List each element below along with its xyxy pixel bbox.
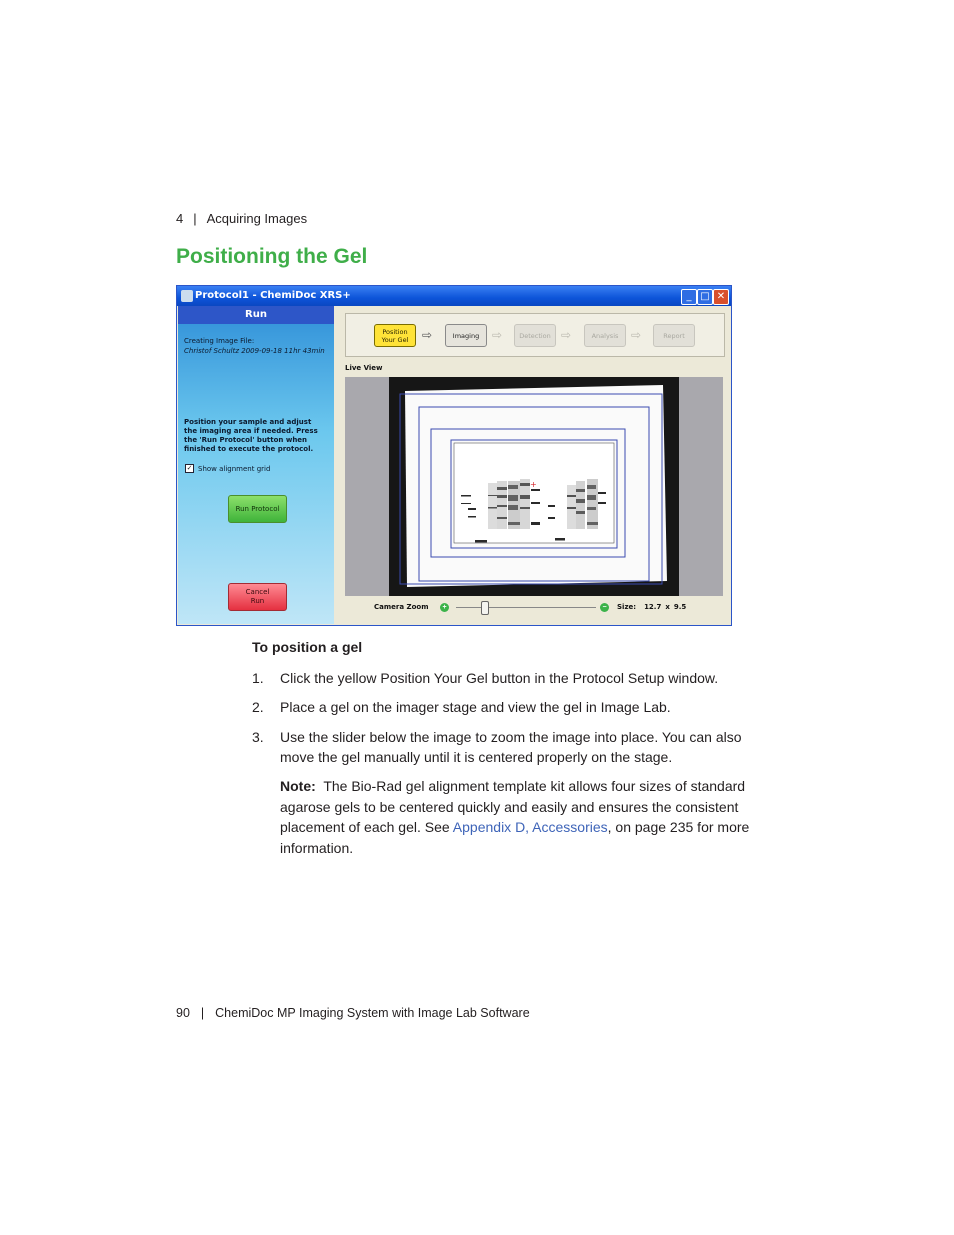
document-title: ChemiDoc MP Imaging System with Image Lab Software — [215, 1006, 530, 1020]
arrow-right-icon: ⇨ — [492, 328, 503, 342]
list-item-number: 2. — [252, 699, 264, 715]
app-icon — [181, 290, 193, 302]
camera-zoom-label: Camera Zoom — [374, 603, 429, 611]
zoom-slider-track[interactable] — [456, 607, 596, 608]
image-size-readout — [617, 603, 686, 611]
step-label: Detection — [519, 331, 551, 340]
minimize-button[interactable]: _ — [681, 289, 697, 305]
zoom-in-button[interactable]: + — [440, 603, 449, 612]
gel-image — [345, 377, 723, 596]
list-item — [252, 668, 752, 688]
run-panel-heading: Run — [178, 306, 334, 324]
note-text-end: , on page 235 for more information. — [280, 819, 750, 856]
arrow-right-icon: ⇨ — [561, 328, 572, 342]
chapter-title: Acquiring Images — [206, 211, 308, 226]
running-header — [176, 211, 307, 226]
window-titlebar — [177, 286, 731, 306]
alignment-grid-checkbox[interactable]: ✓ — [186, 465, 193, 472]
list-item — [252, 727, 752, 767]
app-window-screenshot — [176, 285, 732, 626]
window-title: Protocol1 - ChemiDoc XRS+ — [195, 290, 351, 301]
step-analysis-button[interactable] — [584, 324, 626, 347]
step-imaging-button[interactable] — [445, 324, 487, 347]
protocol-pane — [334, 306, 731, 624]
list-item-text: Click the yellow Position Your Gel button in the Protocol Setup window. — [280, 670, 719, 686]
step-label: Position — [382, 327, 408, 336]
step-label: Report — [663, 331, 685, 340]
run-protocol-button[interactable]: Run Protocol — [228, 495, 287, 523]
list-item-text: Use the slider below the image to zoom the image into place. You can also move the gel manually until it is centered properly on the stage. — [280, 729, 742, 765]
live-view-label: Live View — [345, 364, 383, 372]
alignment-grid-label: Show alignment grid — [198, 465, 271, 473]
chapter-number: 4 — [176, 211, 184, 226]
appendix-link[interactable]: Appendix D, Accessories — [452, 819, 608, 835]
step-detection-button[interactable] — [514, 324, 556, 347]
step-label: Analysis — [591, 331, 619, 340]
list-item-number: 1. — [252, 670, 264, 686]
header-separator: | — [193, 211, 197, 226]
cancel-button-line1: Cancel — [245, 588, 270, 596]
list-item-text: Place a gel on the imager stage and view the gel in Image Lab. — [280, 699, 671, 715]
page-number: 90 — [176, 1006, 190, 1020]
list-item-number: 3. — [252, 729, 264, 745]
image-file-name: Christof Schultz 2009-09-18 11hr 43min — [184, 347, 325, 355]
step-report-button[interactable] — [653, 324, 695, 347]
live-view-image[interactable] — [345, 377, 723, 596]
zoom-out-button[interactable]: − — [600, 603, 609, 612]
procedure-title: To position a gel — [252, 639, 363, 655]
list-item — [252, 697, 752, 717]
arrow-right-icon: ⇨ — [422, 328, 433, 342]
maximize-button[interactable]: □ — [697, 289, 713, 305]
size-width: 12.7 — [644, 603, 662, 611]
size-height: 9.5 — [673, 603, 687, 611]
zoom-slider-thumb[interactable] — [481, 601, 489, 615]
page-footer — [176, 1006, 530, 1020]
step-label: Imaging — [452, 331, 480, 340]
size-x: x — [665, 603, 670, 611]
size-label: Size: — [617, 603, 637, 611]
note-text: The Bio-Rad gel alignment template kit allows four sizes of standard agarose gels to be centered quickly and easily and ensures the consistent placement of each gel. See — [280, 778, 746, 835]
arrow-right-icon: ⇨ — [631, 328, 642, 342]
close-button[interactable]: ✕ — [713, 289, 729, 305]
note-label: Note: — [280, 778, 316, 794]
svg-text:+: + — [530, 480, 537, 489]
footer-separator: | — [200, 1006, 205, 1020]
step-position-your-gel-button[interactable] — [374, 324, 416, 347]
run-panel — [178, 306, 334, 624]
cancel-button-line2: Run — [250, 597, 265, 605]
step-label: Your Gel — [381, 335, 409, 344]
cancel-run-button[interactable] — [228, 583, 287, 611]
instructions-text: Position your sample and adjust the imaging area if needed. Press the 'Run Protocol' button when finished to execute the protocol. — [184, 418, 318, 453]
note-paragraph — [280, 776, 750, 858]
section-title: Positioning the Gel — [176, 245, 368, 268]
creating-file-label: Creating Image File: — [184, 337, 255, 345]
protocol-steps-bar — [345, 313, 725, 357]
